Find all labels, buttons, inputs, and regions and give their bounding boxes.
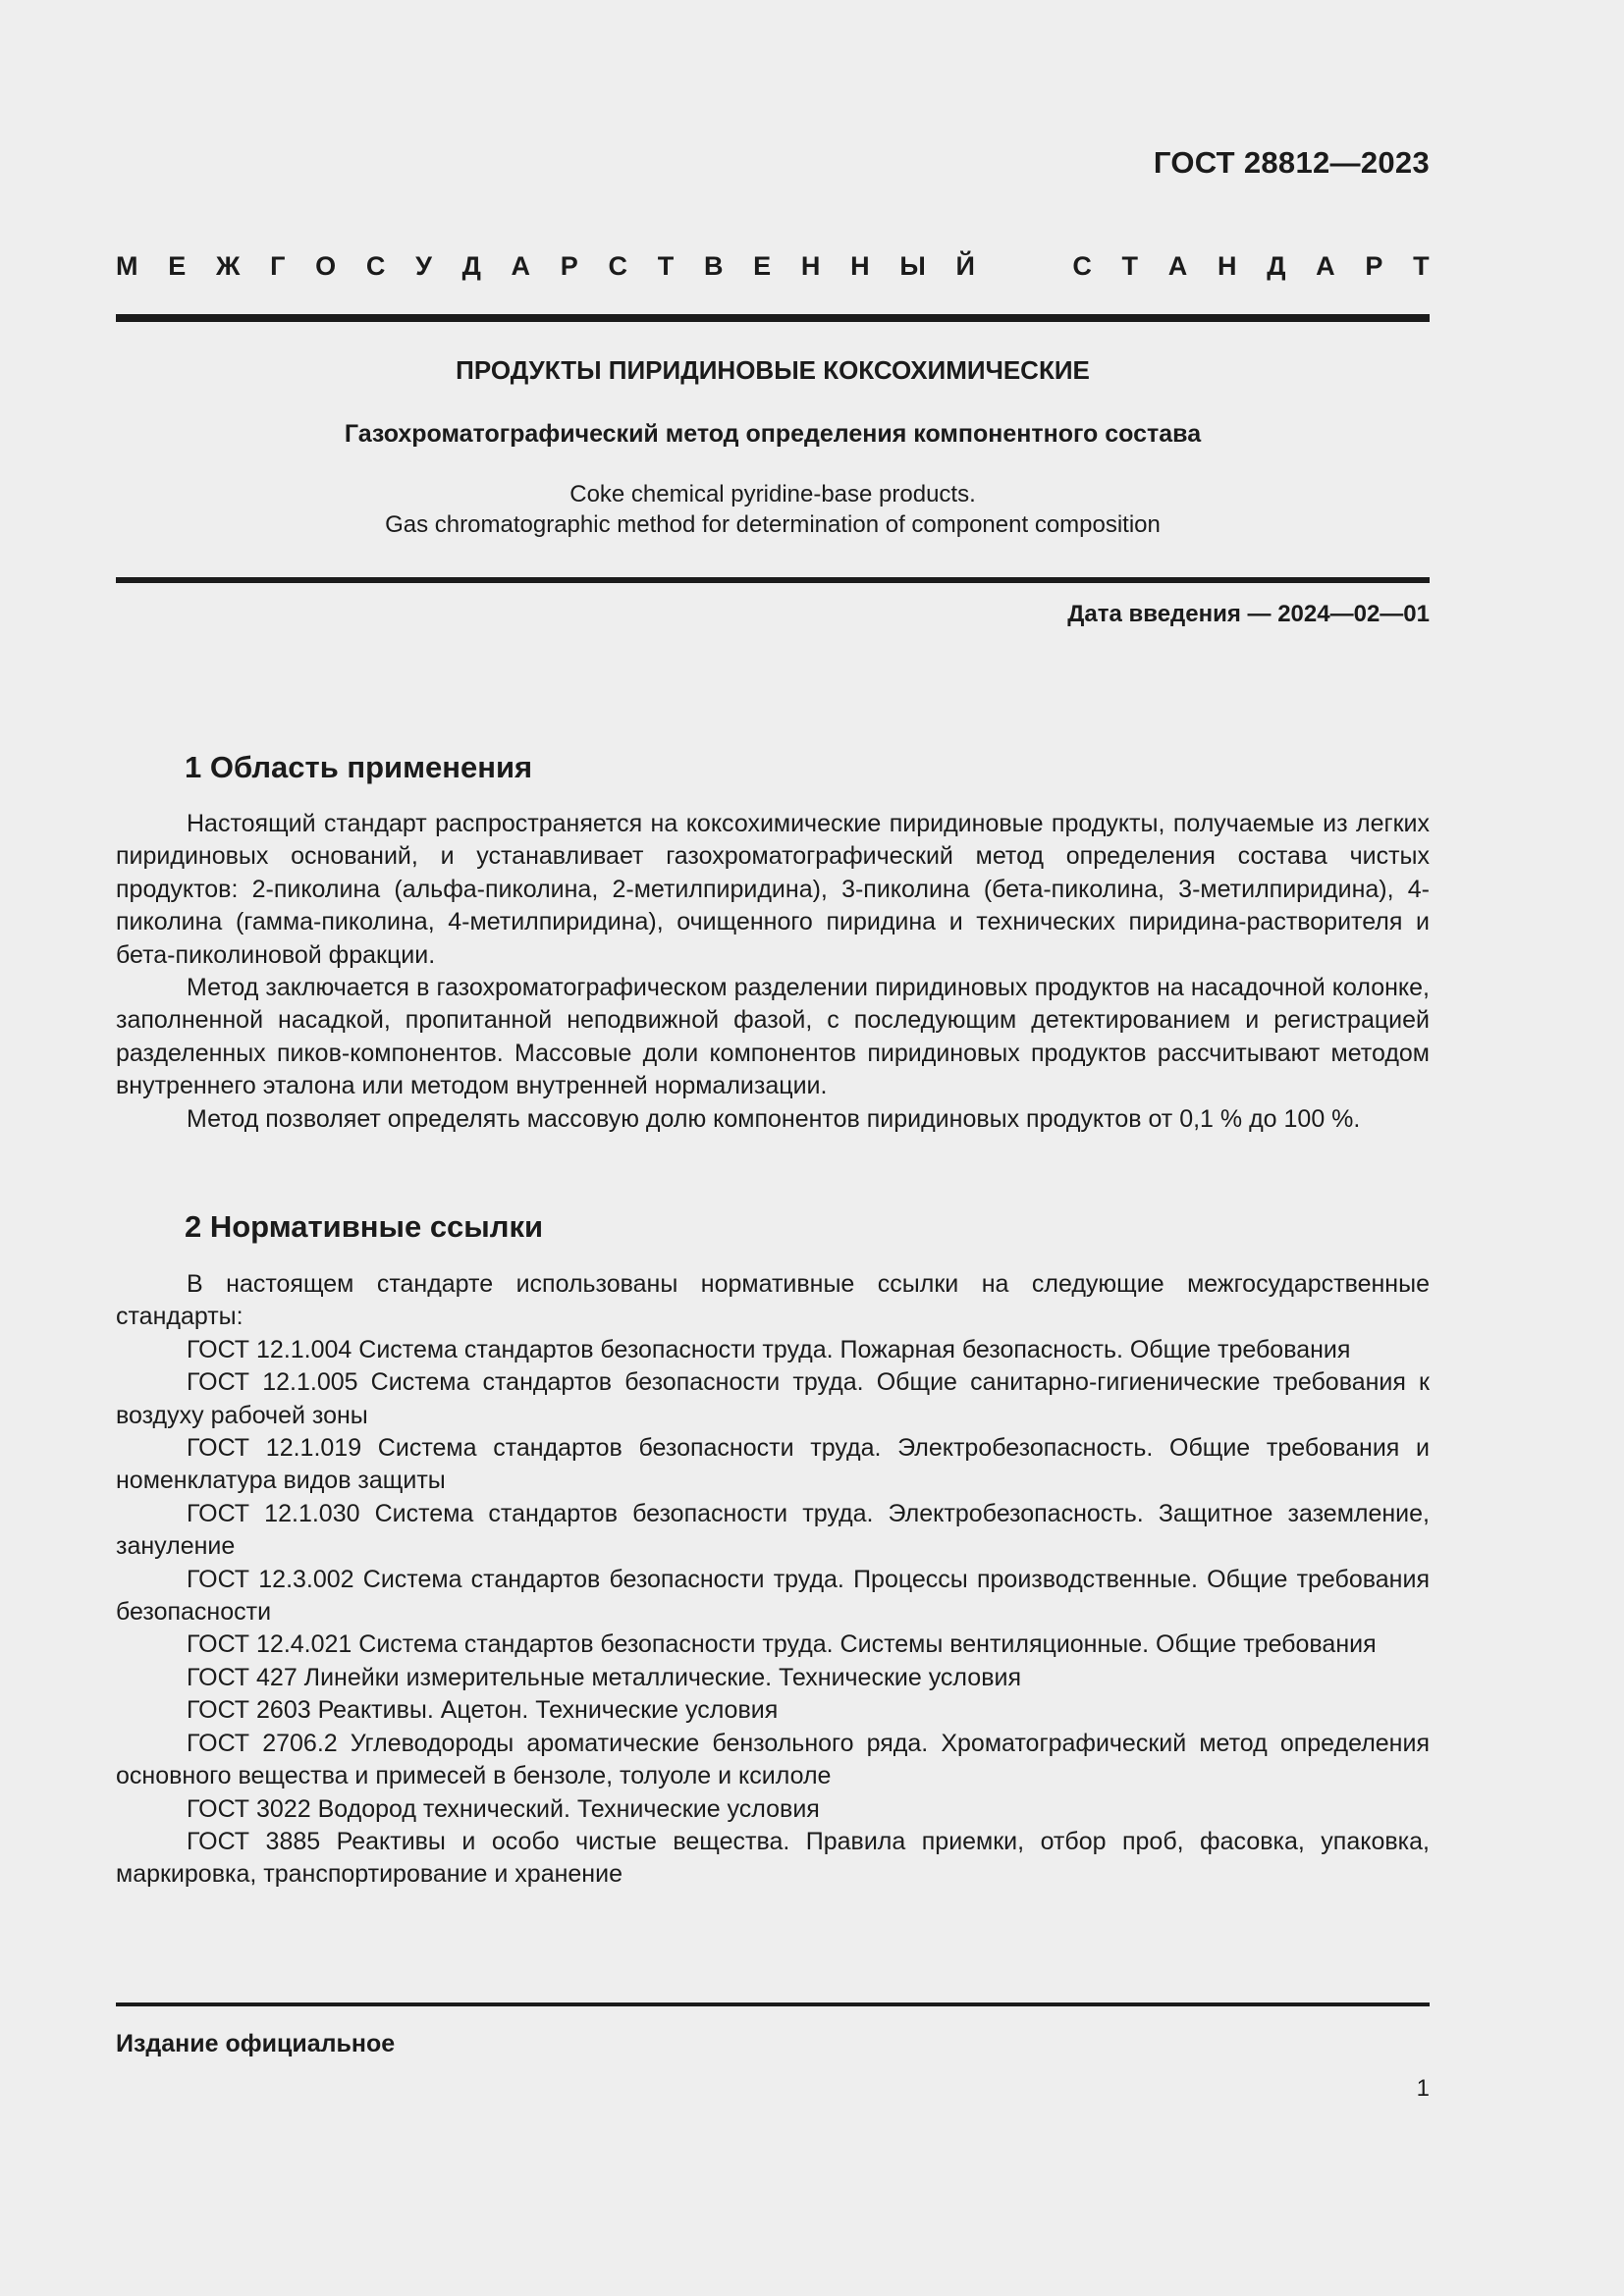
english-title-line-1: Coke chemical pyridine-base products. [569,481,976,507]
introduction-date: Дата введения — 2024—02—01 [1067,601,1430,627]
standard-type-letter: Ы [899,251,926,281]
section-2-body [116,1268,1430,1892]
reference-item: ГОСТ 12.1.004 Система стандартов безопасности труда. Пожарная безопасность. Общие требования [187,1335,1351,1363]
section-2-intro: В настоящем стандарте использованы нормативные ссылки на следующие межгосударственные стандарты: [116,1270,1430,1331]
standard-type-letter: С [608,251,627,281]
standard-type-letter: Н [800,251,821,281]
document-title: ПРОДУКТЫ ПИРИДИНОВЫЕ КОКСОХИМИЧЕСКИЕ [456,355,1090,385]
standard-type-letter: С [365,251,386,281]
standard-type-letter: С [1072,251,1092,281]
word-gap [1005,251,1043,282]
standard-type-letter: Д [1267,251,1286,281]
reference-item: ГОСТ 2603 Реактивы. Ацетон. Технические условия [187,1696,779,1725]
reference-item: ГОСТ 12.1.005 Система стандартов безопасности труда. Общие санитарно-гигиенические требования к воздуху рабочей зоны [116,1368,1430,1429]
standard-type-letter: Р [1365,251,1383,281]
top-rule [116,314,1430,322]
standard-type-banner [116,251,1430,282]
english-title-line-2: Gas chromatographic method for determination of component composition [385,511,1161,538]
edition-label: Издание официальное [116,2030,396,2057]
reference-item: ГОСТ 12.4.021 Система стандартов безопасности труда. Системы вентиляционные. Общие требования [187,1630,1377,1659]
standard-type-letter: М [116,251,138,281]
section-2-heading: 2 Нормативные ссылки [185,1209,544,1244]
standard-type-letter: Е [753,251,772,281]
standard-type-letter: Й [955,251,975,281]
standard-type-letter: Е [168,251,187,281]
reference-item: ГОСТ 12.1.019 Система стандартов безопасности труда. Электробезопасность. Общие требования и номенклатура видов защиты [116,1434,1430,1495]
standard-type-letter: А [511,251,531,281]
reference-item: ГОСТ 12.3.002 Система стандартов безопасности труда. Процессы производственные. Общие требования безопасности [116,1565,1430,1627]
standard-type-letter: В [703,251,724,281]
standard-type-letter: Н [850,251,870,281]
standard-type-letter: У [415,251,432,281]
standard-type-letter: Г [270,251,286,281]
reference-item: ГОСТ 2706.2 Углеводороды ароматические бензольного ряда. Хроматографический метод определения основного вещества и примесей в бензоле, толуоле и ксилоле [116,1729,1430,1790]
reference-item: ГОСТ 3885 Реактивы и особо чистые вещества. Правила приемки, отбор проб, фасовка, упаковка, маркировка, транспортирование и хранение [116,1827,1430,1889]
standard-number: ГОСТ 28812—2023 [1153,145,1430,180]
standard-type-letter: Т [1413,251,1430,281]
english-title [116,479,1430,540]
section-1-heading: 1 Область применения [185,750,533,784]
standard-type-letter: Ж [215,251,241,281]
document-subtitle: Газохроматографический метод определения компонентного состава [344,420,1202,448]
standard-type-letter: Д [461,251,481,281]
footer-rule [116,2002,1430,2006]
standard-type-letter: Н [1217,251,1237,281]
standard-type-letter: А [1167,251,1188,281]
section-1-paragraph: Настоящий стандарт распространяется на коксохимические пиридиновые продукты, получаемые из легких пиридиновых оснований, и устанавливает газохроматографический метод определения состава чистых продуктов: 2-пиколина (альфа-пиколина, 2-метилпиридина), 3-пиколина (бета-пиколина, 3-метилпиридина), 4-пиколина (гамма-пиколина, 4-метилпиридина), очищенного пиридина и технических пиридина-растворителя и бета-пиколиновой фракции. [116,810,1430,969]
page-number: 1 [1416,2075,1430,2102]
standard-type-letter: Т [1121,251,1139,281]
standard-type-letter: О [315,251,337,281]
reference-item: ГОСТ 3022 Водород технический. Технические условия [187,1794,820,1823]
standard-type-letter: Т [657,251,675,281]
section-1-paragraph: Метод заключается в газохроматографическом разделении пиридиновых продуктов на насадочной колонке, заполненной насадкой, пропитанной неподвижной фазой, с последующим детектированием и регистрацией разделенных пиков-компонентов. Массовые доли компонентов пиридиновых продуктов рассчитывают методом внутреннего эталона или методом внутренней нормализации. [116,974,1430,1100]
standard-type-letter: А [1316,251,1335,281]
title-bottom-rule [116,577,1430,583]
reference-item: ГОСТ 12.1.030 Система стандартов безопасности труда. Электробезопасность. Защитное заземление, зануление [116,1499,1430,1561]
standard-type-letter: Р [560,251,578,281]
section-1-body [116,808,1430,1136]
section-1-paragraph: Метод позволяет определять массовую долю компонентов пиридиновых продуктов от 0,1 % до 100 %. [187,1104,1361,1133]
reference-item: ГОСТ 427 Линейки измерительные металлические. Технические условия [187,1663,1021,1691]
